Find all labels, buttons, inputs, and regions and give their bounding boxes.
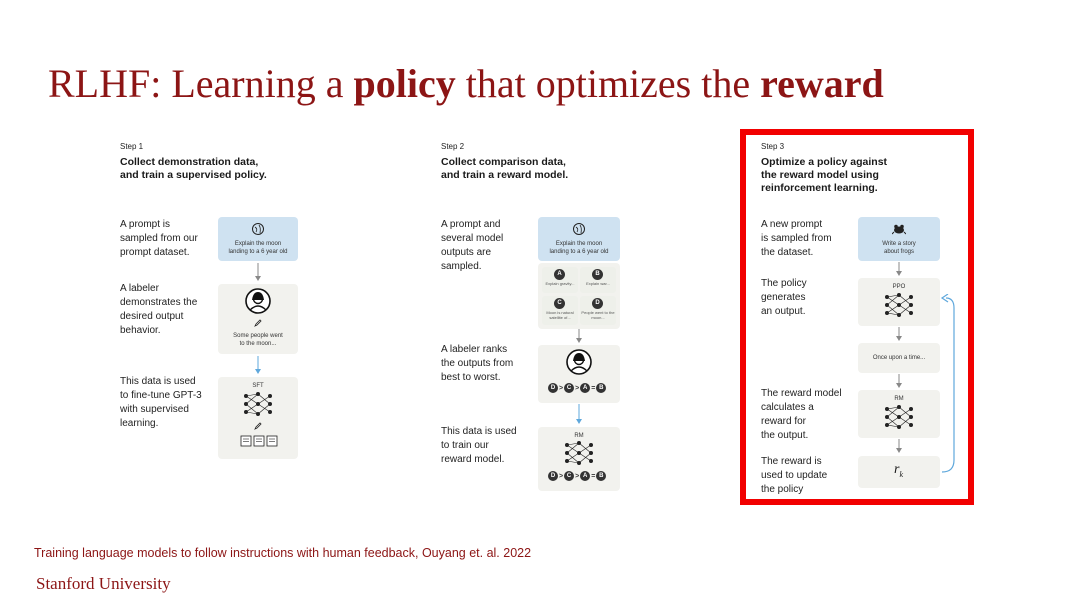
step2-desc3 xyxy=(441,425,517,467)
rank-op: = xyxy=(591,472,596,480)
step1-desc1-line: prompt dataset. xyxy=(120,247,190,258)
step2-outputs-box xyxy=(538,263,620,329)
step2-label: Step 2 xyxy=(441,142,465,151)
step2-desc3-line: to train our xyxy=(441,440,489,451)
globe-icon xyxy=(251,222,265,236)
step1-desc2-line: demonstrates the xyxy=(120,297,198,308)
step3-heading-line3: reinforcement learning. xyxy=(761,182,878,194)
step2-desc3-line: reward model. xyxy=(441,454,505,465)
step2-desc1-line: sampled. xyxy=(441,261,482,272)
rank-op: > xyxy=(559,384,564,392)
step3-desc3-line: The reward model xyxy=(761,388,842,399)
ranking-row xyxy=(548,471,606,481)
option-letter: A xyxy=(554,269,565,280)
citation: Training language models to follow instructions with human feedback, Ouyang et. al. 2022 xyxy=(34,546,532,560)
labeler-avatar-icon xyxy=(245,288,271,314)
option-letter: D xyxy=(592,298,603,309)
step2-rm-box xyxy=(538,427,620,491)
step1-demo-box xyxy=(218,284,298,354)
step1-desc3 xyxy=(120,375,202,431)
rank-item: A xyxy=(580,383,590,393)
step1-desc2-line: A labeler xyxy=(120,283,159,294)
step3-desc2-line: The policy xyxy=(761,278,807,289)
option-text: Explain gravity... xyxy=(545,281,575,286)
step1-desc3-line: learning. xyxy=(120,418,159,429)
documents-icon xyxy=(240,435,278,447)
step2-desc2-line: the outputs from xyxy=(441,358,514,369)
step1-desc1-line: A prompt is xyxy=(120,219,171,230)
rank-item: A xyxy=(580,471,590,481)
step1-prompt-line: landing to a 6 year old xyxy=(228,249,288,255)
step3-desc2-line: generates xyxy=(761,292,806,303)
step3-desc1-line: is sampled from xyxy=(761,233,832,244)
step2-ranking-box xyxy=(538,345,620,403)
rank-item: B xyxy=(596,383,606,393)
reward-subscript: k xyxy=(899,469,904,479)
step2-prompt-line: landing to a 6 year old xyxy=(549,249,609,255)
rank-item: D xyxy=(548,383,558,393)
step3-desc3-line: the output. xyxy=(761,430,809,441)
option-text: Explain war... xyxy=(586,281,610,286)
step2-desc1-line: A prompt and xyxy=(441,219,501,230)
step1-sft-label: SFT xyxy=(252,383,264,389)
step1-desc2-line: desired output xyxy=(120,311,184,322)
step1-desc3-line: to fine-tune GPT-3 xyxy=(120,390,202,401)
option-letter: B xyxy=(592,269,603,280)
step3-desc4-line: used to update xyxy=(761,470,828,481)
step2-desc2 xyxy=(441,343,513,385)
option-letter: C xyxy=(554,298,565,309)
globe-icon xyxy=(572,222,586,236)
reward-r: r xyxy=(894,462,900,477)
output-option-c xyxy=(542,296,578,325)
option-text: People went to the moon... xyxy=(581,310,615,320)
step1-prompt-line: Explain the moon xyxy=(234,241,282,247)
rank-item: D xyxy=(548,471,558,481)
ranking-row xyxy=(548,383,606,393)
step3-desc3-line: reward for xyxy=(761,416,807,427)
rank-op: = xyxy=(591,384,596,392)
step2-desc2-line: A labeler ranks xyxy=(441,344,508,355)
step2-desc1-line: outputs are xyxy=(441,247,492,258)
output-option-b xyxy=(580,267,616,293)
step3-desc2-line: an output. xyxy=(761,306,806,317)
step1-desc1 xyxy=(120,218,198,260)
step1-demo-line: Some people went xyxy=(233,333,283,339)
step3-desc1-line: the dataset. xyxy=(761,247,814,258)
step1-desc2 xyxy=(120,282,197,338)
step3-desc4-line: the policy xyxy=(761,484,804,495)
title-bold-reward: reward xyxy=(760,61,884,106)
step3-desc4-line: The reward is xyxy=(761,456,822,467)
step1-heading-line2: and train a supervised policy. xyxy=(120,169,267,181)
step1-panel xyxy=(120,136,310,466)
step3-prompt-line: about frogs xyxy=(883,249,915,255)
step3-rm-label: RM xyxy=(894,396,904,402)
step3-prompt-line: Write a story xyxy=(882,241,916,247)
slide-title xyxy=(48,60,884,107)
title-bold-policy: policy xyxy=(353,61,456,106)
step1-desc1-line: sampled from our xyxy=(120,233,198,244)
step2-prompt-line: Explain the moon xyxy=(555,241,603,247)
step2-desc1-line: several model xyxy=(441,233,504,244)
title-middle: that optimizes the xyxy=(455,61,761,106)
step2-heading-line1: Collect comparison data, xyxy=(441,156,566,168)
step1-heading xyxy=(120,156,267,182)
step2-arrow-2 xyxy=(574,404,584,426)
option-text: Moon is natural satellite of... xyxy=(546,310,574,320)
step1-demo-line: to the moon... xyxy=(239,341,277,347)
step3-highlight-frame xyxy=(740,129,974,505)
rank-op: > xyxy=(575,384,580,392)
step2-heading-line2: and train a reward model. xyxy=(441,169,569,181)
step3-desc3-line: calculates a xyxy=(761,402,814,413)
step3-label: Step 3 xyxy=(761,142,785,151)
step1-prompt-box xyxy=(218,217,298,261)
step3-desc1-line: A new prompt xyxy=(761,219,823,230)
step2-arrow-1 xyxy=(574,329,584,345)
step2-desc2-line: best to worst. xyxy=(441,372,501,383)
neural-network-icon xyxy=(563,440,595,466)
step2-panel xyxy=(441,136,631,496)
step2-heading xyxy=(441,156,568,182)
rank-item: B xyxy=(596,471,606,481)
step2-prompt-box xyxy=(538,217,620,261)
pencil-icon xyxy=(254,422,262,430)
step3-heading-line1: Optimize a policy against xyxy=(761,156,888,168)
step1-desc2-line: behavior. xyxy=(120,325,161,336)
output-option-a xyxy=(542,267,578,293)
step2-desc1 xyxy=(441,218,503,274)
step3-heading-line2: the reward model using xyxy=(761,169,879,181)
footer-university: Stanford University xyxy=(36,574,171,593)
step1-arrow-1 xyxy=(253,263,263,283)
pencil-icon xyxy=(254,319,262,327)
rank-item: C xyxy=(564,471,574,481)
step2-rm-label: RM xyxy=(574,433,584,439)
step2-desc3-line: This data is used xyxy=(441,426,517,437)
rank-op: > xyxy=(559,472,564,480)
step1-desc3-line: This data is used xyxy=(120,376,196,387)
labeler-avatar-icon xyxy=(566,349,592,375)
step1-label: Step 1 xyxy=(120,142,144,151)
step3-policy-label: PPO xyxy=(892,284,906,290)
rank-op: > xyxy=(575,472,580,480)
neural-network-icon xyxy=(242,391,274,417)
step3-output-text: Once upon a time... xyxy=(872,355,926,361)
step1-desc3-line: with supervised xyxy=(120,404,189,415)
rank-item: C xyxy=(564,383,574,393)
title-prefix: RLHF: Learning a xyxy=(48,61,354,106)
step1-arrow-2 xyxy=(253,356,263,376)
step1-heading-line1: Collect demonstration data, xyxy=(120,156,259,168)
output-option-d xyxy=(580,296,616,325)
step1-sft-box xyxy=(218,377,298,459)
